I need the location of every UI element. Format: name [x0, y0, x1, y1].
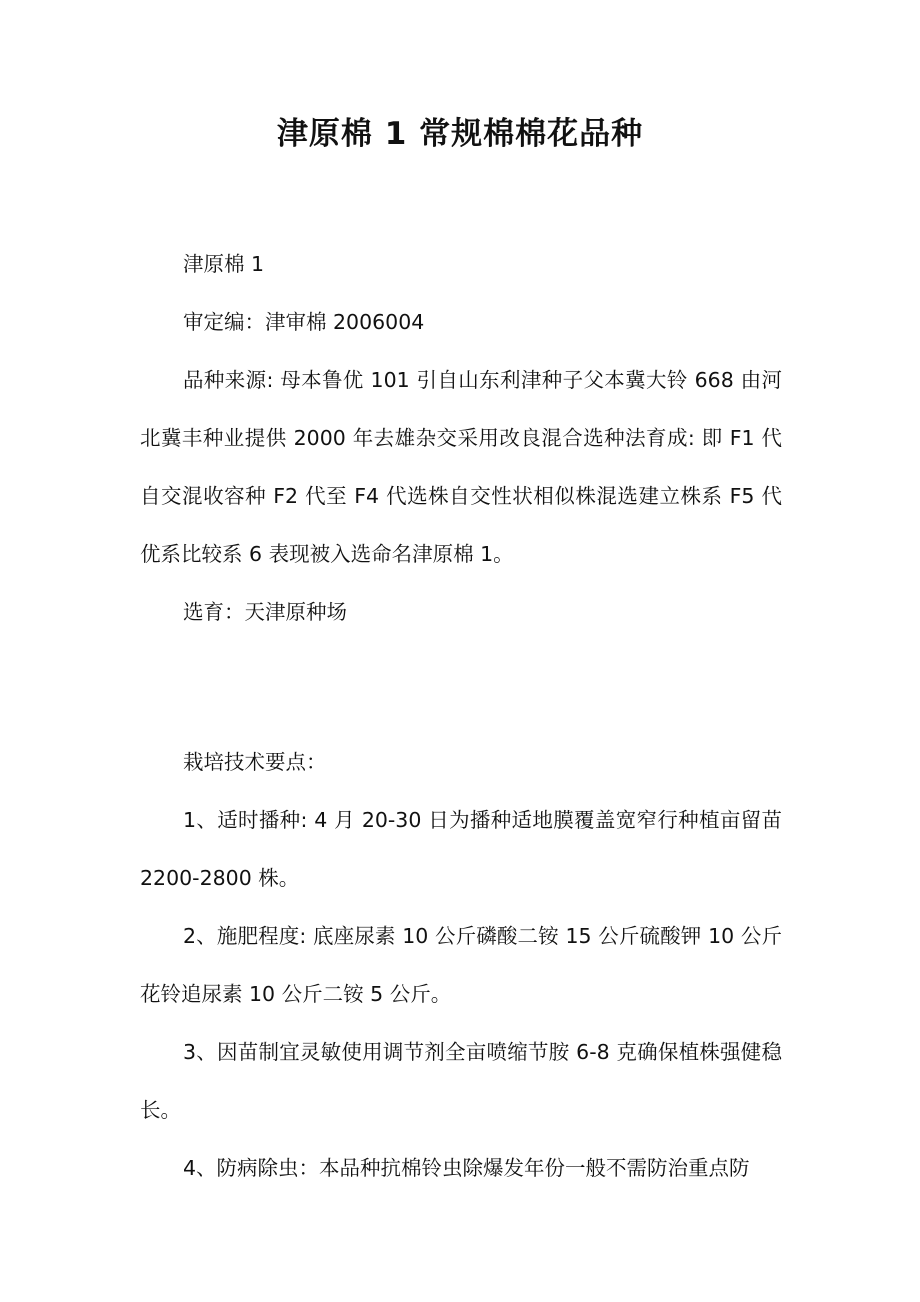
cultivation-item-fertilizer: 2、施肥程度: 底座尿素 10 公斤磷酸二铵 15 公斤硫酸钾 10 公斤花铃追尿素 10 公斤二铵 5 公斤。 — [140, 924, 782, 1006]
variety-origin: 品种来源: 母本鲁优 101 引自山东利津种子父本冀大铃 668 由河北冀丰种业提供 2000 年去雄杂交采用改良混合选种法育成: 即 F1 代自交混收容种 F2 代至 F4 代选株自交性状相似株混选建立株系 F5 代优系比较系 6 表现被入选命名津原棉 1。 — [140, 368, 782, 566]
variety-info-section — [140, 235, 782, 641]
cultivation-heading: 栽培技术要点： — [183, 750, 327, 774]
variety-name: 津原棉 1 — [183, 252, 265, 276]
cultivation-item-pest-control: 4、防病除虫：本品种抗棉铃虫除爆发年份一般不需防治重点防 — [183, 1156, 750, 1180]
approval-number: 审定编：津审棉 2006004 — [183, 310, 425, 334]
document-title: 津原棉 1 常规棉棉花品种 — [276, 116, 644, 152]
cultivation-item-sowing: 1、适时播种: 4 月 20-30 日为播种适地膜覆盖宽窄行种植亩留苗 2200-2800 株。 — [140, 808, 782, 890]
breeder: 选育：天津原种场 — [183, 600, 347, 624]
cultivation-item-regulator: 3、因苗制宜灵敏使用调节剂全亩喷缩节胺 6-8 克确保植株强健稳长。 — [140, 1040, 782, 1122]
cultivation-section — [140, 733, 782, 1197]
